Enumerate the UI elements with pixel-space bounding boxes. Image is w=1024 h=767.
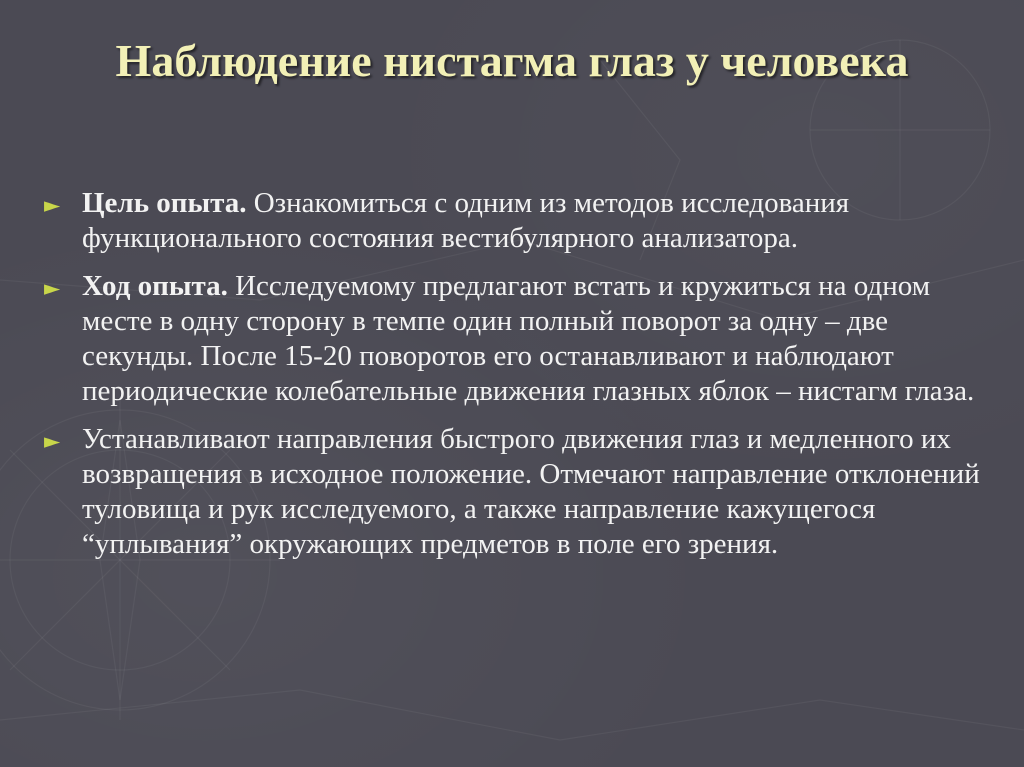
bullet-arrow-icon: ► [44, 429, 61, 453]
bullet-text: Устанавливают направления быстрого движения глаз и медленного их возвращения в исходное положение. Отмечают направление отклонений туловища и рук исследуемого, а также направление кажущегося “уплывания” окружающих предметов в поле его зрения. [82, 423, 980, 560]
bullet-text: Ознакомиться с одним из методов исследования функционального состояния вестибулярного анализатора. [82, 187, 850, 254]
bullet-list [44, 186, 994, 575]
slide-title: Наблюдение нистагма глаз у человека [115, 35, 909, 86]
bullet-arrow-icon: ► [44, 193, 61, 217]
bullet-text: Исследуемому предлагают встать и кружиться на одном месте в одну сторону в темпе один полный поворот за одну – две секунды. После 15-20 поворотов его останавливают и наблюдают периодические колебательные движения глазных яблок – нистагм глаза. [82, 270, 975, 407]
bullet-lead: Ход опыта. [82, 270, 228, 302]
bullet-arrow-icon: ► [44, 276, 61, 300]
bullet-lead: Цель опыта. [82, 187, 247, 219]
bullet-goal [44, 186, 994, 256]
bullet-observation [44, 422, 994, 562]
bullet-procedure [44, 269, 994, 409]
